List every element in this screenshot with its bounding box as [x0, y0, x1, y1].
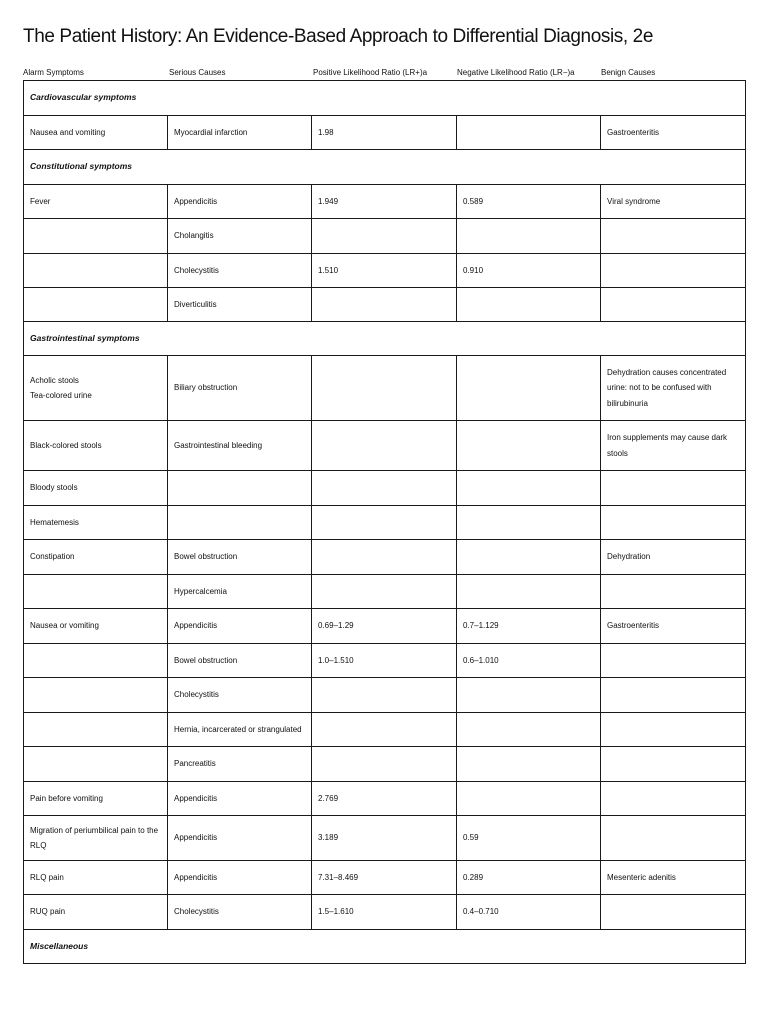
benign-cause-cell: Iron supplements may cause dark stools: [601, 421, 746, 471]
benign-cause-cell: [601, 782, 746, 816]
alarm-symptom-cell: Fever: [24, 185, 168, 219]
section-heading: Gastrointestinal symptoms: [24, 322, 746, 356]
likelihood-ratio-table: [23, 80, 746, 964]
negative-lr-cell: 0.589: [457, 185, 601, 219]
alarm-symptom-cell: Nausea and vomiting: [24, 116, 168, 150]
table-row: [24, 609, 746, 644]
negative-lr-cell: [457, 782, 601, 816]
table-row: [24, 540, 746, 575]
serious-cause-cell: Pancreatitis: [168, 747, 312, 782]
serious-cause-cell: Appendicitis: [168, 609, 312, 644]
benign-cause-cell: [601, 895, 746, 930]
negative-lr-cell: 0.4–0.710: [457, 895, 601, 930]
benign-cause-cell: Mesenteric adenitis: [601, 861, 746, 895]
negative-lr-cell: 0.7–1.129: [457, 609, 601, 644]
table-row: [24, 471, 746, 506]
serious-cause-cell: Cholangitis: [168, 219, 312, 254]
serious-cause-cell: Appendicitis: [168, 782, 312, 816]
table-row: [24, 254, 746, 288]
table-row: [24, 782, 746, 816]
negative-lr-cell: [457, 356, 601, 421]
serious-cause-cell: Cholecystitis: [168, 895, 312, 930]
table-body: [24, 81, 746, 964]
section-heading: Miscellaneous: [24, 930, 746, 964]
alarm-symptom-cell: Hematemesis: [24, 506, 168, 540]
positive-lr-cell: 0.69–1.29: [312, 609, 457, 644]
alarm-symptom-cell: [24, 288, 168, 322]
serious-cause-cell: Diverticulitis: [168, 288, 312, 322]
serious-cause-cell: Appendicitis: [168, 185, 312, 219]
section-row: [24, 930, 746, 964]
alarm-symptom-cell: Nausea or vomiting: [24, 609, 168, 644]
benign-cause-cell: [601, 506, 746, 540]
negative-lr-cell: [457, 288, 601, 322]
benign-cause-cell: [601, 747, 746, 782]
benign-cause-cell: [601, 288, 746, 322]
table-row: [24, 678, 746, 713]
positive-lr-cell: 1.5–1.610: [312, 895, 457, 930]
positive-lr-cell: 1.510: [312, 254, 457, 288]
alarm-symptom-cell: [24, 219, 168, 254]
table-row: [24, 356, 746, 421]
alarm-symptom-cell: [24, 678, 168, 713]
negative-lr-cell: [457, 471, 601, 506]
positive-lr-cell: 1.98: [312, 116, 457, 150]
serious-cause-cell: Bowel obstruction: [168, 540, 312, 575]
positive-lr-cell: 2.769: [312, 782, 457, 816]
section-heading: Constitutional symptoms: [24, 150, 746, 185]
table-row: [24, 861, 746, 895]
table-row: [24, 219, 746, 254]
positive-lr-cell: [312, 540, 457, 575]
table-row: [24, 116, 746, 150]
serious-cause-cell: [168, 471, 312, 506]
alarm-symptom-cell: [24, 254, 168, 288]
positive-lr-cell: [312, 219, 457, 254]
alarm-symptom-cell: Migration of periumbilical pain to the RLQ: [24, 816, 168, 861]
benign-cause-cell: Gastroenteritis: [601, 609, 746, 644]
table-row: [24, 895, 746, 930]
serious-cause-cell: Appendicitis: [168, 816, 312, 861]
positive-lr-cell: [312, 356, 457, 421]
positive-lr-cell: [312, 471, 457, 506]
table-row: [24, 288, 746, 322]
alarm-symptom-cell: RUQ pain: [24, 895, 168, 930]
negative-lr-cell: [457, 421, 601, 471]
negative-lr-cell: 0.6–1.010: [457, 644, 601, 678]
alarm-symptom-cell: [24, 747, 168, 782]
serious-cause-cell: Cholecystitis: [168, 678, 312, 713]
column-header-negative-lr: Negative Likelihood Ratio (LR−)a: [457, 68, 575, 77]
alarm-symptom-cell: Bloody stools: [24, 471, 168, 506]
negative-lr-cell: [457, 506, 601, 540]
negative-lr-cell: [457, 747, 601, 782]
alarm-symptom-cell: Pain before vomiting: [24, 782, 168, 816]
section-row: [24, 150, 746, 185]
positive-lr-cell: [312, 506, 457, 540]
alarm-symptom-cell: [24, 356, 168, 421]
column-headers: [23, 64, 745, 80]
serious-cause-cell: Cholecystitis: [168, 254, 312, 288]
negative-lr-cell: 0.910: [457, 254, 601, 288]
alarm-symptom-cell: Black-colored stools: [24, 421, 168, 471]
alarm-symptom-cell: [24, 575, 168, 609]
document-title: The Patient History: An Evidence-Based Approach to Differential Diagnosis, 2e: [23, 26, 653, 47]
section-row: [24, 322, 746, 356]
benign-cause-cell: [601, 816, 746, 861]
negative-lr-cell: [457, 540, 601, 575]
alarm-symptom-cell: [24, 713, 168, 747]
benign-cause-cell: [601, 644, 746, 678]
negative-lr-cell: [457, 678, 601, 713]
table-row: [24, 575, 746, 609]
negative-lr-cell: [457, 713, 601, 747]
section-row: [24, 81, 746, 116]
benign-cause-cell: [601, 471, 746, 506]
benign-cause-cell: Viral syndrome: [601, 185, 746, 219]
serious-cause-cell: Gastrointestinal bleeding: [168, 421, 312, 471]
alarm-symptom-cell: Constipation: [24, 540, 168, 575]
serious-cause-cell: Hernia, incarcerated or strangulated: [168, 713, 312, 747]
positive-lr-cell: 7.31–8.469: [312, 861, 457, 895]
positive-lr-cell: 1.0–1.510: [312, 644, 457, 678]
column-header-serious-causes: Serious Causes: [169, 68, 226, 77]
negative-lr-cell: [457, 116, 601, 150]
benign-cause-cell: [601, 575, 746, 609]
column-header-benign-causes: Benign Causes: [601, 68, 656, 77]
negative-lr-cell: [457, 575, 601, 609]
benign-cause-cell: Dehydration causes concentrated urine: not to be confused with bilirubinuria: [601, 356, 746, 421]
serious-cause-cell: Appendicitis: [168, 861, 312, 895]
serious-cause-cell: Hypercalcemia: [168, 575, 312, 609]
table-row: [24, 713, 746, 747]
table-row: [24, 644, 746, 678]
positive-lr-cell: [312, 678, 457, 713]
negative-lr-cell: 0.289: [457, 861, 601, 895]
alarm-symptom-cell: [24, 644, 168, 678]
serious-cause-cell: Biliary obstruction: [168, 356, 312, 421]
negative-lr-cell: 0.59: [457, 816, 601, 861]
serious-cause-cell: Myocardial infarction: [168, 116, 312, 150]
positive-lr-cell: [312, 421, 457, 471]
positive-lr-cell: [312, 288, 457, 322]
positive-lr-cell: 1.949: [312, 185, 457, 219]
positive-lr-cell: [312, 747, 457, 782]
serious-cause-cell: Bowel obstruction: [168, 644, 312, 678]
alarm-symptom-cell: RLQ pain: [24, 861, 168, 895]
positive-lr-cell: 3.189: [312, 816, 457, 861]
benign-cause-cell: Dehydration: [601, 540, 746, 575]
table-row: [24, 506, 746, 540]
positive-lr-cell: [312, 575, 457, 609]
benign-cause-cell: Gastroenteritis: [601, 116, 746, 150]
benign-cause-cell: [601, 713, 746, 747]
cell-text-line: Tea-colored urine: [30, 391, 92, 400]
cell-text-line: Acholic stools: [30, 375, 79, 385]
benign-cause-cell: [601, 254, 746, 288]
column-header-alarm-symptoms: Alarm Symptoms: [23, 68, 84, 77]
column-header-positive-lr: Positive Likelihood Ratio (LR+)a: [313, 68, 428, 77]
table-row: [24, 421, 746, 471]
table-row: [24, 816, 746, 861]
benign-cause-cell: [601, 678, 746, 713]
table-row: [24, 185, 746, 219]
section-heading: Cardiovascular symptoms: [24, 81, 746, 116]
serious-cause-cell: [168, 506, 312, 540]
positive-lr-cell: [312, 713, 457, 747]
table-row: [24, 747, 746, 782]
negative-lr-cell: [457, 219, 601, 254]
benign-cause-cell: [601, 219, 746, 254]
